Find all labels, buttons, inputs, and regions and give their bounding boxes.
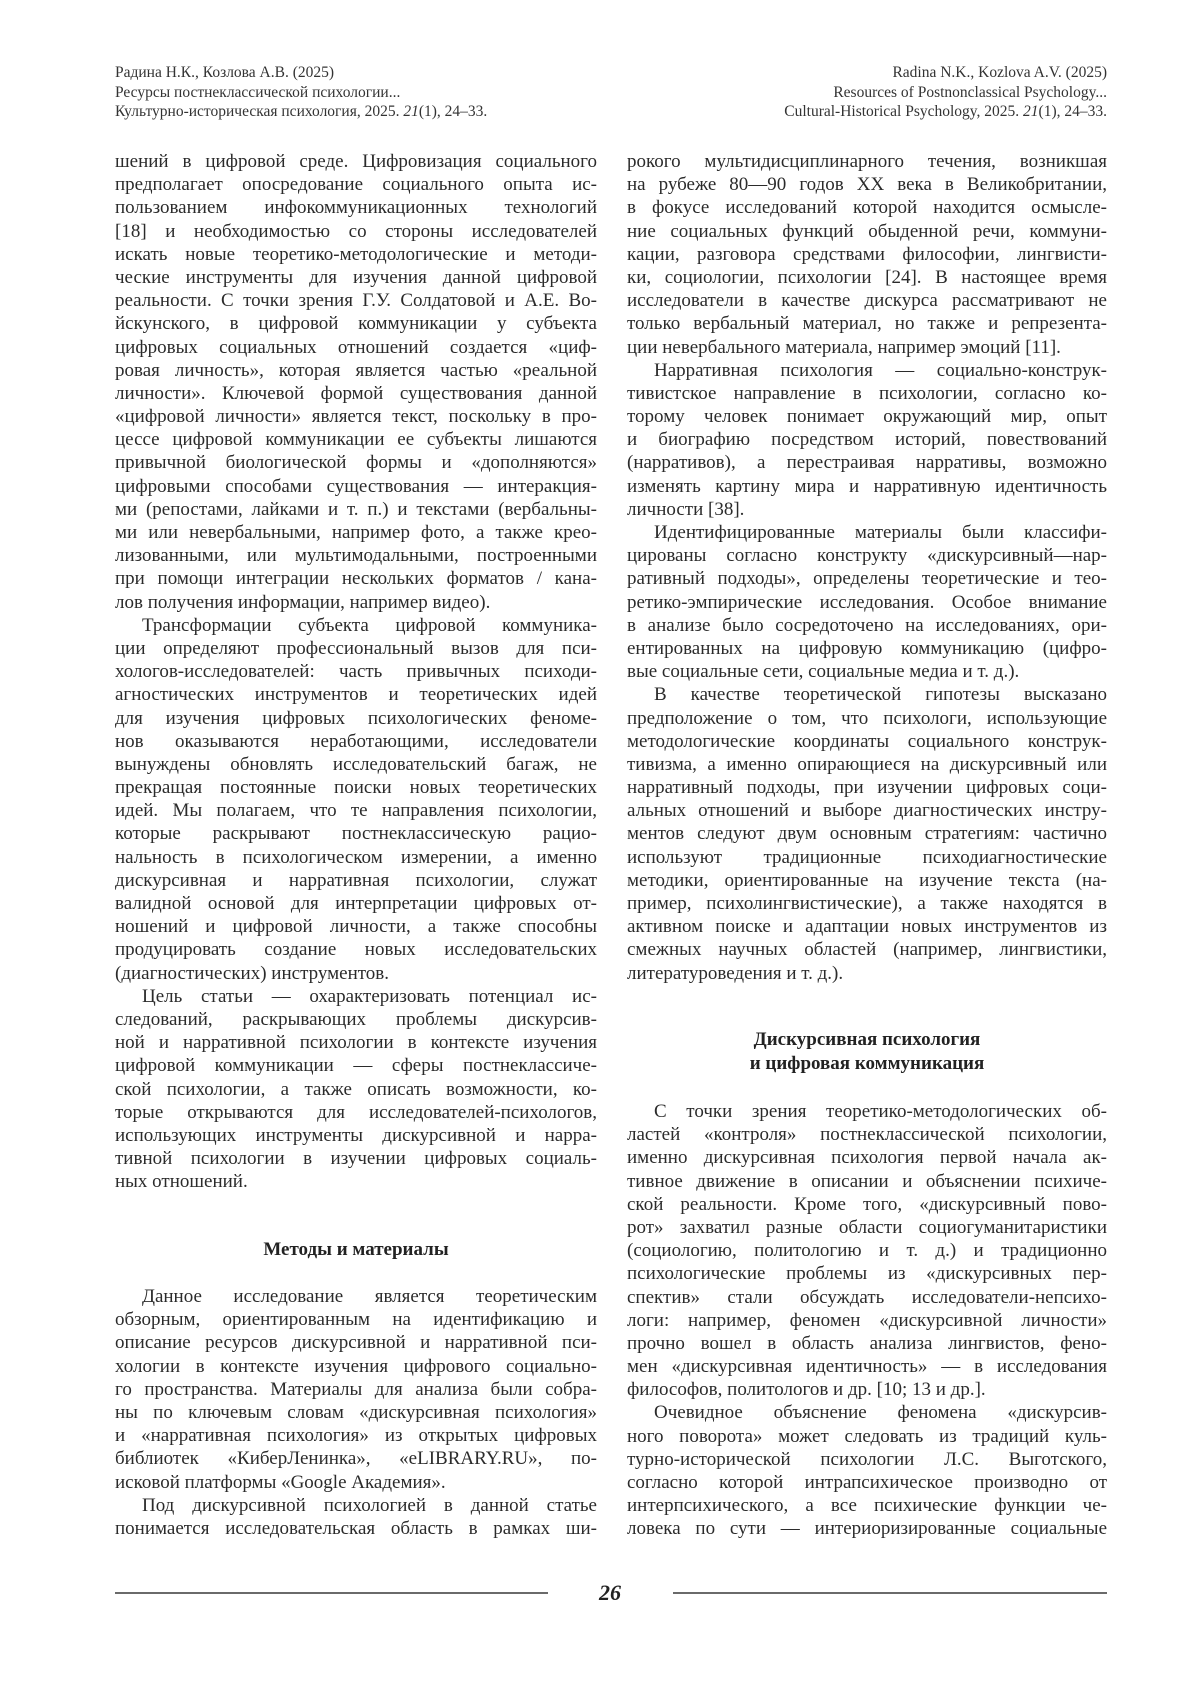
text-line: Под дискурсивной психологией в данной статье [115,1494,597,1517]
text-line: используют традиционные психодиагностические [627,846,1107,869]
left-column-body-2 [115,1285,597,1540]
text-line: психологические проблемы из «дискурсивных пер- [627,1262,1107,1285]
text-line: мен «дискурсивная идентичность» — в исследования [627,1355,1107,1378]
text-line: понимается исследовательская область в рамках ши- [115,1517,597,1540]
text-line: привычной биологической формы и «дополняются» [115,451,597,474]
text-line: (социологию, политологию и т. д.) и традиционно [627,1239,1107,1262]
paragraph [115,1285,597,1494]
text-line: Цель статьи — охарактеризовать потенциал ис- [115,985,597,1008]
text-line: ных отношений. [115,1170,597,1193]
text-line: ративный подходы», определены теоретические и тео- [627,567,1107,590]
text-line: лизованными, или мультимодальными, построенными [115,544,597,567]
text-line: согласно которой интрапсихическое производно от [627,1471,1107,1494]
heading-line: Методы и материалы [115,1238,597,1262]
paragraph [627,150,1107,359]
text-line: пример, психолингвистические), а также находятся в [627,892,1107,915]
section-heading-discursive [627,1028,1107,1076]
text-line: искать новые теоретико-методологические и методи- [115,243,597,266]
text-line: исследователи в качестве дискурса рассматривают не [627,289,1107,312]
text-line: личности [38]. [627,498,1107,521]
header-volume-en: 21 [1023,103,1039,120]
text-line: нов оказываются неработающими, исследователи [115,730,597,753]
text-line: [18] и необходимостью со стороны исследователей [115,220,597,243]
text-line: для изучения цифровых психологических феноме- [115,707,597,730]
text-line: вынуждены обновлять исследовательский багаж, не [115,753,597,776]
text-line: личности». Ключевой формой существования данной [115,382,597,405]
text-line: идей. Мы полагаем, что те направления психологии, [115,799,597,822]
text-line: обзорным, ориентированным на идентификацию и [115,1308,597,1331]
text-line: тивное движение в описании и объяснении психиче- [627,1170,1107,1193]
text-line: рот» захватил разные области социогуманитаристики [627,1216,1107,1239]
text-line: ластей «контроля» постнеклассической психологии, [627,1123,1107,1146]
text-line: ми или невербальными, например фото, а также крео- [115,521,597,544]
text-line: агностических инструментов и теоретических идей [115,683,597,706]
text-line: цессе цифровой коммуникации ее субъекты лишаются [115,428,597,451]
header-authors-en: Radina N.K., Kozlova A.V. (2025) [784,63,1107,83]
text-line: ретико-эмпирические исследования. Особое внимание [627,591,1107,614]
text-line: философов, политологов и др. [10; 13 и др.]. [627,1378,1107,1401]
text-line: следований, раскрывающих проблемы дискурсив- [115,1008,597,1031]
paragraph [627,521,1107,683]
paragraph [115,1494,597,1540]
text-line: лов получения информации, например видео). [115,591,597,614]
text-line: тивной психологии в изучении цифровых социаль- [115,1147,597,1170]
paragraph [115,985,597,1194]
text-line: ции определяют профессиональный вызов для пси- [115,637,597,660]
text-line: шений в цифровой среде. Цифровизация социального [115,150,597,173]
footer-rule-right [673,1592,1107,1594]
text-line: ской реальности. Кроме того, «дискурсивный пово- [627,1193,1107,1216]
header-authors-ru: Радина Н.К., Козлова А.В. (2025) [115,63,487,83]
header-volume-ru: 21 [403,103,419,120]
text-line: ки, социологии, психологии [24]. В настоящее время [627,266,1107,289]
header-citation-en [784,102,1107,122]
text-line: ной и нарративной психологии в контексте изучения [115,1031,597,1054]
text-line: вые социальные сети, социальные медиа и т. д.). [627,660,1107,683]
paragraph [627,683,1107,984]
running-header-en [784,63,1107,122]
text-line: дискурсивная и нарративная психологии, служат [115,869,597,892]
text-line: прекращая постоянные поиски новых теоретических [115,776,597,799]
text-line: цифровыми способами существования — интеракция- [115,475,597,498]
text-line: предполагает опосредование социального опыта ис- [115,173,597,196]
header-title-ru: Ресурсы постнеклассической психологии... [115,83,487,103]
text-line: реальности. С точки зрения Г.У. Солдатовой и А.Е. Во- [115,289,597,312]
text-line: ловека по сути — интериоризированные социальные [627,1517,1107,1540]
text-line: методики, ориентированные на изучение текста (на- [627,869,1107,892]
text-line: турно-исторической психологии Л.С. Выготского, [627,1448,1107,1471]
text-line: предположение о том, что психологи, использующие [627,707,1107,730]
text-line: и «нарративная психология» из открытых цифровых [115,1424,597,1447]
header-issue-pages-en: (1), 24–33. [1039,103,1107,120]
text-line: методологические координаты социального конструк- [627,730,1107,753]
right-column-body-1 [627,150,1107,985]
text-line: альных отношений и выборе диагностических инстру- [627,799,1107,822]
text-line: активном поиске и адаптации новых инструментов из [627,915,1107,938]
text-line: рокого мультидисциплинарного течения, возникшая [627,150,1107,173]
text-line: на рубеже 80—90 годов XX века в Великобритании, [627,173,1107,196]
text-line: цированы согласно конструкту «дискурсивный—нар- [627,544,1107,567]
paragraph [115,150,597,614]
text-line: кации, разговора средствами философии, лингвисти- [627,243,1107,266]
text-line: ношений и цифровой личности, а также способны [115,915,597,938]
header-journal-en: Cultural-Historical Psychology, 2025. [784,103,1023,120]
text-line: торому человек понимает окружающий мир, опыт [627,405,1107,428]
running-header-ru [115,63,487,122]
text-line: йскунского, в цифровой коммуникации у субъекта [115,312,597,335]
text-line: (нарративов), а перестраивая нарративы, возможно [627,451,1107,474]
text-line: ческие инструменты для изучения данной цифровой [115,266,597,289]
text-line: «цифровой личности» является текст, поскольку в про- [115,405,597,428]
text-line: С точки зрения теоретико-методологических об- [627,1100,1107,1123]
text-line: цифровых социальных отношений создается «циф- [115,336,597,359]
header-citation-ru [115,102,487,122]
right-column-body-2 [627,1100,1107,1541]
text-line: Идентифицированные материалы были классифи- [627,521,1107,544]
header-title-en: Resources of Postnonclassical Psychology... [784,83,1107,103]
text-line: цифровой коммуникации — сферы постнеклассиче- [115,1054,597,1077]
text-line: ской психологии, а также описать возможности, ко- [115,1078,597,1101]
paragraph [627,359,1107,521]
text-line: (диагностических) инструментов. [115,962,597,985]
text-line: ние социальных функций обыденной речи, коммуни- [627,220,1107,243]
text-line: нарративный подходы, при изучении цифровых соци- [627,776,1107,799]
text-line: ного поворота» может следовать из традиций куль- [627,1425,1107,1448]
page-number: 26 [560,1580,660,1606]
text-line: го пространства. Материалы для анализа были собра- [115,1378,597,1401]
text-line: Нарративная психология — социально-конструк- [627,359,1107,382]
heading-line: и цифровая коммуникация [627,1052,1107,1076]
text-line: Данное исследование является теоретическим [115,1285,597,1308]
text-line: хологов-исследователей: часть привычных психоди- [115,660,597,683]
text-line: ны по ключевым словам «дискурсивная психология» [115,1401,597,1424]
text-line: в фокусе исследований которой находится осмысле- [627,196,1107,219]
text-line: ции невербального материала, например эмоций [11]. [627,336,1107,359]
text-line: продуцировать создание новых исследовательских [115,938,597,961]
text-line: ентированных на цифровую коммуникацию (цифро- [627,637,1107,660]
text-line: спектив» стали обсуждать исследователи-непсихо- [627,1286,1107,1309]
header-issue-pages-ru: (1), 24–33. [419,103,487,120]
text-line: прочно вошел в область анализа лингвистов, фено- [627,1332,1107,1355]
text-line: пользованием инфокоммуникационных технологий [115,196,597,219]
text-line: в анализе было сосредоточено на исследованиях, ори- [627,614,1107,637]
text-line: интерпсихического, а все психические функции че- [627,1494,1107,1517]
text-line: Очевидное объяснение феномена «дискурсив- [627,1401,1107,1424]
heading-line: Дискурсивная психология [627,1028,1107,1052]
text-line: которые раскрывают постнеклассическую рацио- [115,822,597,845]
text-line: ми (репостами, лайками и т. п.) и текстами (вербальны- [115,498,597,521]
text-line: тивистское направление в психологии, согласно ко- [627,382,1107,405]
text-line: использующих инструменты дискурсивной и нарра- [115,1124,597,1147]
paragraph [627,1100,1107,1401]
text-line: нальность в психологическом измерении, а именно [115,846,597,869]
footer-rule-left [115,1592,548,1594]
text-line: только вербальный материал, но также и репрезента- [627,312,1107,335]
text-line: ментов следуют двум основным стратегиям: частично [627,822,1107,845]
text-line: библиотек «КиберЛенинка», «eLIBRARY.RU», по- [115,1447,597,1470]
text-line: именно дискурсивная психология первой начала ак- [627,1146,1107,1169]
left-column-body-1 [115,150,597,1193]
text-line: В качестве теоретической гипотезы высказано [627,683,1107,706]
text-line: тивизма, а именно опирающиеся на дискурсивный или [627,753,1107,776]
text-line: логи: например, феномен «дискурсивной личности» [627,1309,1107,1332]
text-line: хологии в контексте изучения цифрового социально- [115,1355,597,1378]
text-line: описание ресурсов дискурсивной и нарративной пси- [115,1331,597,1354]
text-line: ровая личность», которая является частью «реальной [115,359,597,382]
text-line: валидной основой для интерпретации цифровых от- [115,892,597,915]
text-line: литературоведения и т. д.). [627,962,1107,985]
text-line: исковой платформы «Google Академия». [115,1471,597,1494]
text-line: при помощи интеграции нескольких форматов / кана- [115,567,597,590]
section-heading-methods [115,1238,597,1262]
text-line: торые открываются для исследователей-психологов, [115,1101,597,1124]
text-line: Трансформации субъекта цифровой коммуника- [115,614,597,637]
paragraph [115,614,597,985]
text-line: смежных научных областей (например, лингвистики, [627,938,1107,961]
text-line: и биографию посредством историй, повествований [627,428,1107,451]
text-line: изменять картину мира и нарративную идентичность [627,475,1107,498]
header-journal-ru: Культурно-историческая психология, 2025. [115,103,403,120]
paragraph [627,1401,1107,1540]
